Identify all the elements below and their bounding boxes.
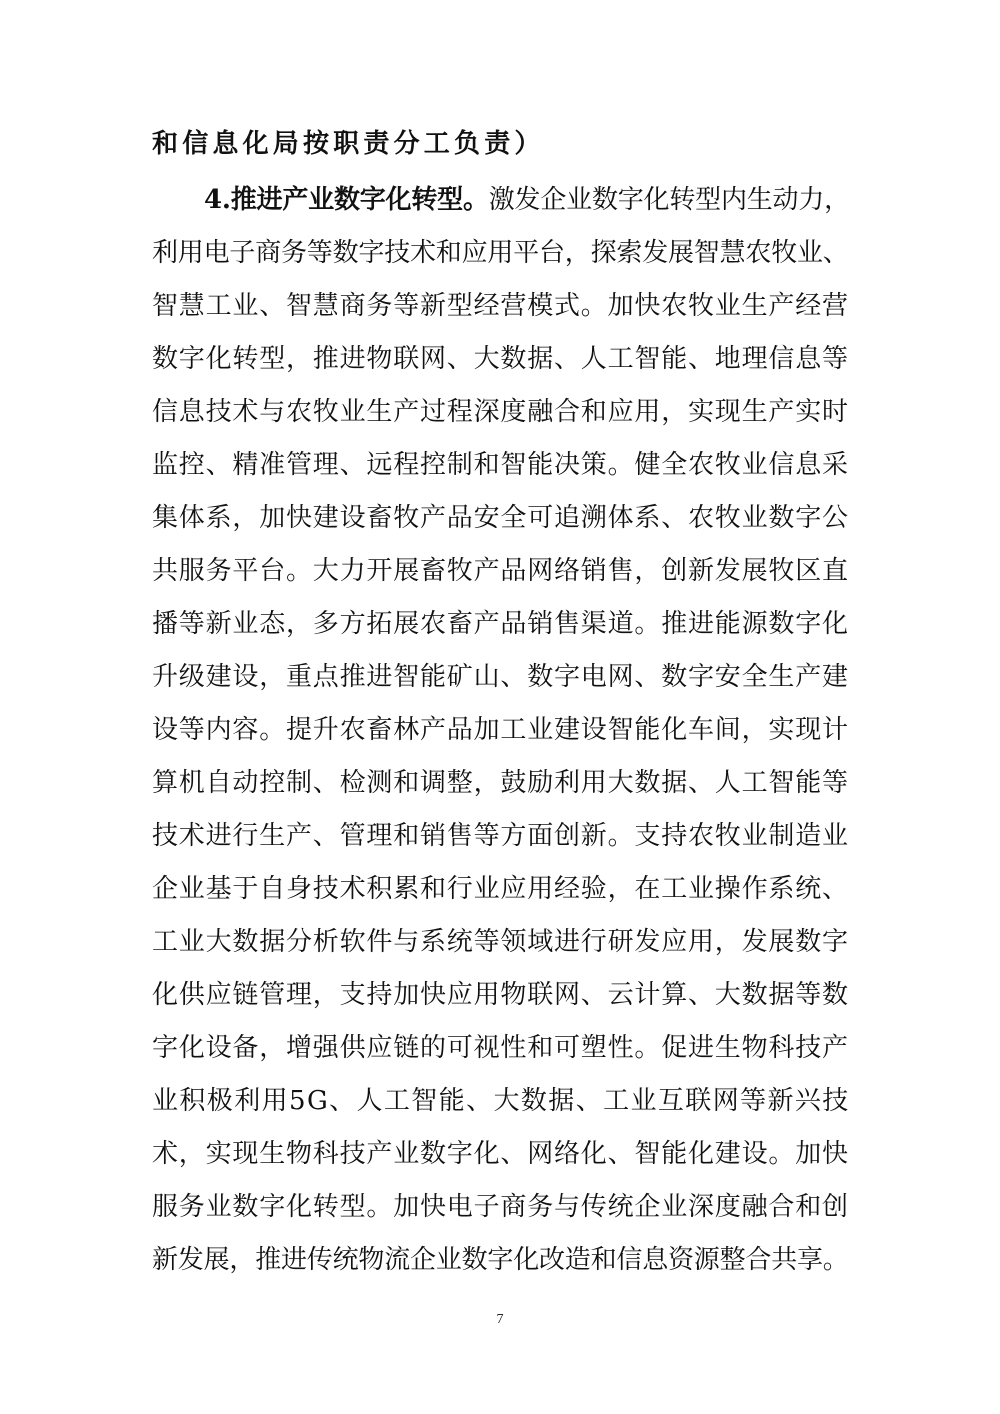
paragraph-line: 集体系，加快建设畜牧产品安全可追溯体系、农牧业数字公	[152, 503, 849, 533]
paragraph-first-line-text: 激发企业数字化转型内生动力，	[488, 185, 850, 215]
paragraph-line: 企业基于自身技术积累和行业应用经验，在工业操作系统、	[152, 874, 849, 904]
carryover-line: 和信息化局按职责分工负责）	[152, 129, 545, 159]
paragraph-line: 信息技术与农牧业生产过程深度融合和应用，实现生产实时	[152, 397, 849, 427]
paragraph-line: 设等内容。提升农畜林产品加工业建设智能化车间，实现计	[152, 715, 849, 745]
paragraph-line: 业积极利用5G、人工智能、大数据、工业互联网等新兴技	[152, 1086, 850, 1116]
page-number: 7	[496, 1312, 504, 1327]
paragraph-first-line	[204, 183, 852, 217]
paragraph-line: 算机自动控制、检测和调整，鼓励利用大数据、人工智能等	[152, 768, 849, 798]
paragraph-line: 智慧工业、智慧商务等新型经营模式。加快农牧业生产经营	[152, 291, 849, 321]
paragraph-line: 共服务平台。大力开展畜牧产品网络销售，创新发展牧区直	[152, 556, 849, 586]
paragraph-line: 服务业数字化转型。加快电子商务与传统企业深度融合和创	[152, 1192, 849, 1222]
paragraph-line: 字化设备，增强供应链的可视性和可塑性。促进生物科技产	[152, 1033, 849, 1063]
paragraph-line: 播等新业态，多方拓展农畜产品销售渠道。推进能源数字化	[152, 609, 849, 639]
paragraph-line: 化供应链管理，支持加快应用物联网、云计算、大数据等数	[152, 980, 849, 1010]
paragraph-line: 技术进行生产、管理和销售等方面创新。支持农牧业制造业	[152, 821, 849, 851]
paragraph-heading: 4.推进产业数字化转型。	[204, 185, 489, 215]
paragraph-line: 升级建设，重点推进智能矿山、数字电网、数字安全生产建	[152, 662, 849, 692]
paragraph-line: 数字化转型，推进物联网、大数据、人工智能、地理信息等	[152, 344, 849, 374]
paragraph-line: 工业大数据分析软件与系统等领域进行研发应用，发展数字	[152, 927, 849, 957]
paragraph-line: 监控、精准管理、远程控制和智能决策。健全农牧业信息采	[152, 450, 849, 480]
paragraph-line: 术，实现生物科技产业数字化、网络化、智能化建设。加快	[152, 1139, 849, 1169]
paragraph-line: 新发展，推进传统物流企业数字化改造和信息资源整合共享。	[152, 1245, 849, 1275]
paragraph-line: 利用电子商务等数字技术和应用平台，探索发展智慧农牧业、	[152, 238, 849, 268]
